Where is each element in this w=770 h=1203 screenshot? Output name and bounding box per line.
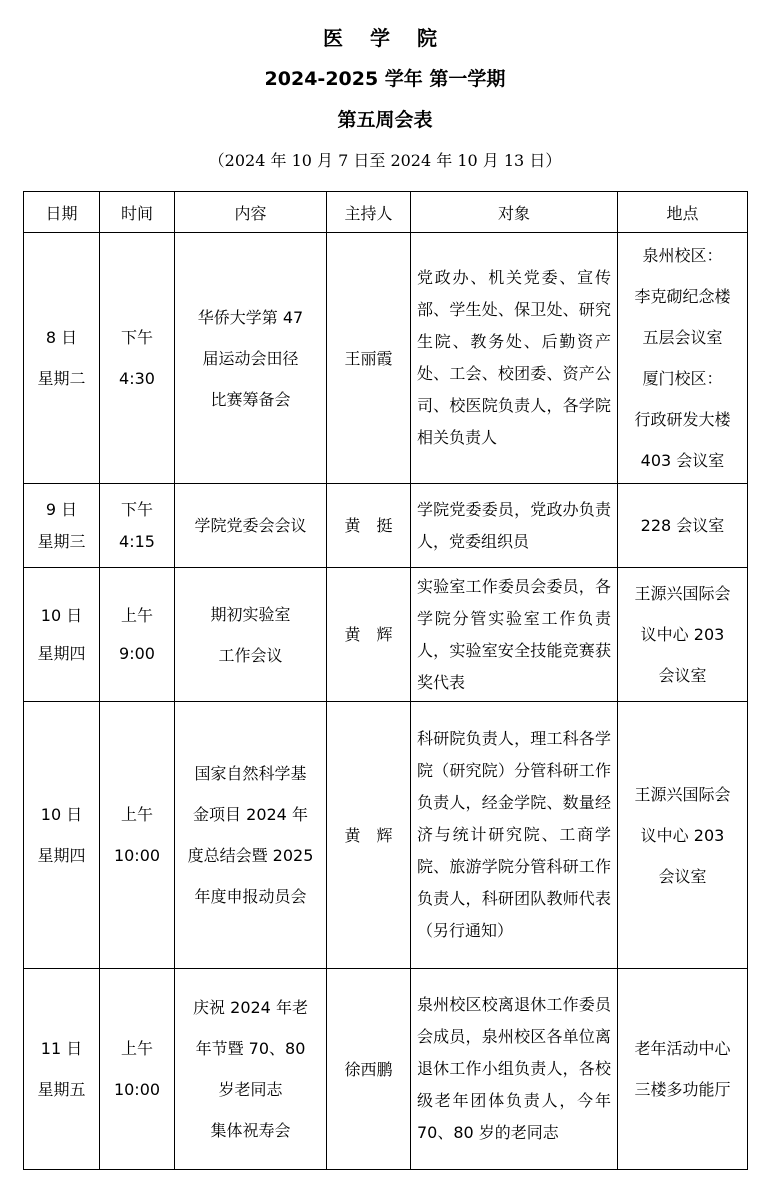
header-target: 对象 (411, 192, 618, 233)
table-row (24, 484, 748, 568)
row-location: 228 会议室 (618, 484, 748, 568)
row-time: 下午 4:30 (100, 233, 175, 484)
row-host: 徐西鹏 (327, 969, 411, 1170)
row-target: 科研院负责人，理工科各学院（研究院）分管科研工作负责人，经金学院、数量经济与统计研究院、工商学院、旅游学院分管科研工作负责人，科研团队教师代表（另行通知） (411, 702, 618, 969)
row-date: 9 日 星期三 (24, 484, 100, 568)
header-date: 日期 (24, 192, 100, 233)
row-content: 国家自然科学基 金项目 2024 年 度总结会暨 2025 年度申报动员会 (175, 702, 327, 969)
row-date: 11 日 星期五 (24, 969, 100, 1170)
row-content: 期初实验室 工作会议 (175, 568, 327, 702)
header-host: 主持人 (327, 192, 411, 233)
row-location: 泉州校区： 李克砌纪念楼 五层会议室 厦门校区： 行政研发大楼 403 会议室 (618, 233, 748, 484)
row-target: 实验室工作委员会委员，各学院分管实验室工作负责人，实验室安全技能竞赛获奖代表 (411, 568, 618, 702)
row-content: 学院党委会会议 (175, 484, 327, 568)
college-title: 医 学 院 (323, 26, 447, 50)
table-row (24, 702, 748, 969)
table-header-row (24, 192, 748, 233)
row-host: 黄 挺 (327, 484, 411, 568)
row-target: 党政办、机关党委、宣传部、学生处、保卫处、研究生院、教务处、后勤资产处、工会、校团委、资产公司、校医院负责人，各学院相关负责人 (411, 233, 618, 484)
meeting-schedule-table (23, 191, 748, 1170)
row-target: 泉州校区校离退休工作委员会成员，泉州校区各单位离退休工作小组负责人，各校级老年团体负责人，今年 70、80 岁的老同志 (411, 969, 618, 1170)
header-content: 内容 (175, 192, 327, 233)
row-location: 王源兴国际会 议中心 203 会议室 (618, 568, 748, 702)
week-title: 第五周会表 (337, 109, 433, 131)
row-host: 王丽霞 (327, 233, 411, 484)
row-time: 上午 9:00 (100, 568, 175, 702)
row-time: 上午 10:00 (100, 969, 175, 1170)
row-host: 黄 辉 (327, 702, 411, 969)
semester-title: 2024-2025 学年 第一学期 (264, 68, 506, 90)
row-target: 学院党委委员，党政办负责人，党委组织员 (411, 484, 618, 568)
row-date: 10 日 星期四 (24, 702, 100, 969)
table-row (24, 233, 748, 484)
row-date: 8 日 星期二 (24, 233, 100, 484)
row-content: 华侨大学第 47 届运动会田径 比赛筹备会 (175, 233, 327, 484)
row-date: 10 日 星期四 (24, 568, 100, 702)
table-row (24, 969, 748, 1170)
header-location: 地点 (618, 192, 748, 233)
row-location: 老年活动中心 三楼多功能厅 (618, 969, 748, 1170)
row-location: 王源兴国际会 议中心 203 会议室 (618, 702, 748, 969)
row-time: 下午 4:15 (100, 484, 175, 568)
date-range: （2024 年 10 月 7 日至 2024 年 10 月 13 日） (208, 151, 562, 170)
row-content: 庆祝 2024 年老 年节暨 70、80 岁老同志 集体祝寿会 (175, 969, 327, 1170)
row-host: 黄 辉 (327, 568, 411, 702)
table-row (24, 568, 748, 702)
header-time: 时间 (100, 192, 175, 233)
row-time: 上午 10:00 (100, 702, 175, 969)
